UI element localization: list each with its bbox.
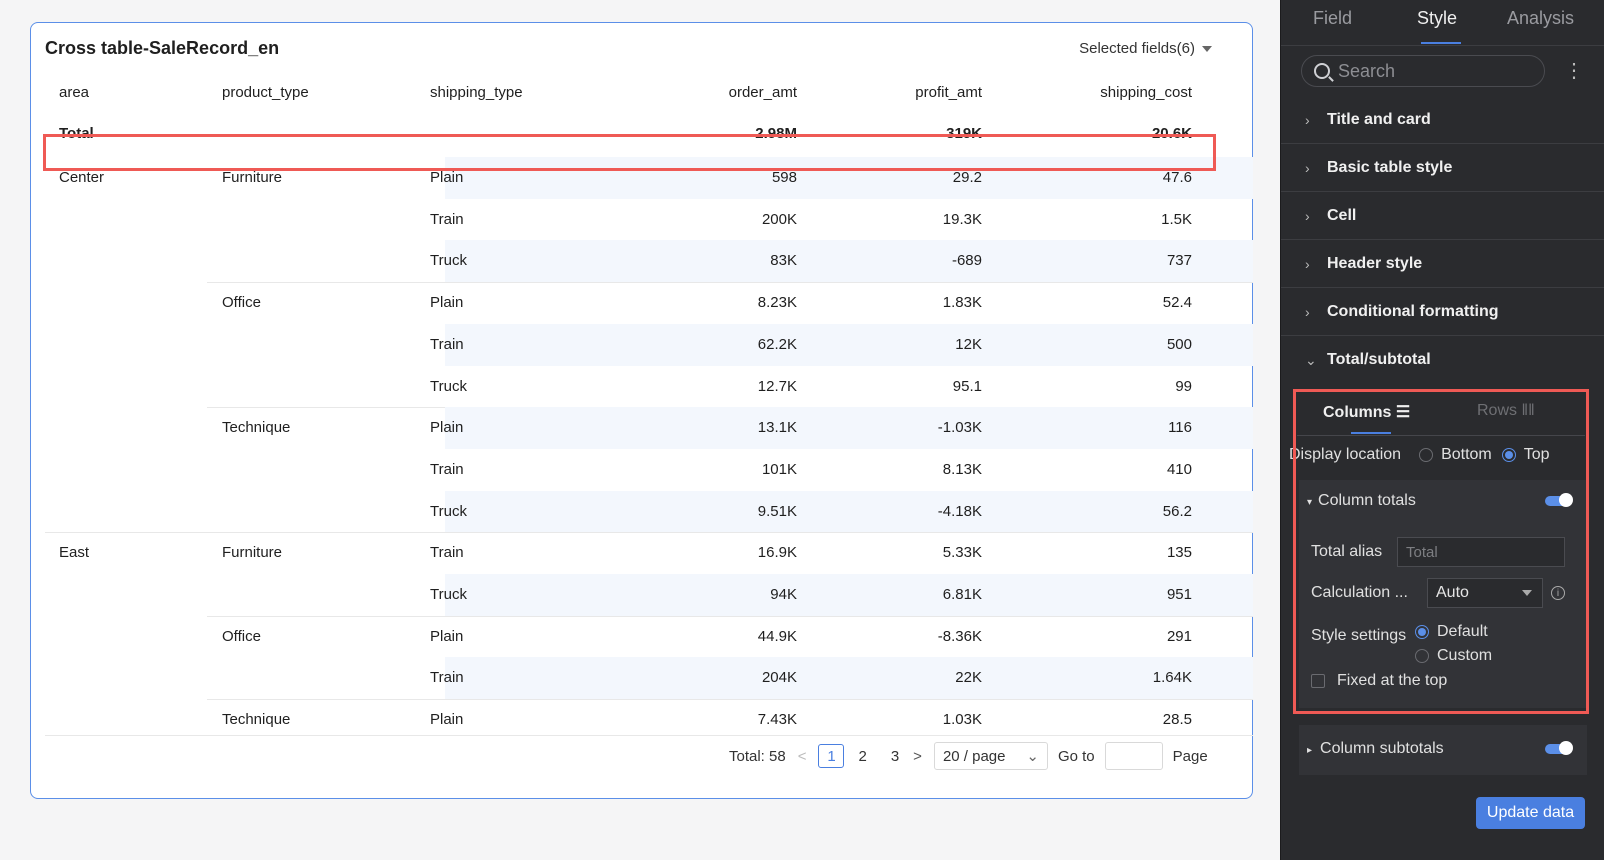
- cell-shipping-cost: 410: [1166, 460, 1192, 478]
- active-tab-indicator: [1421, 42, 1461, 44]
- cell-shipping-cost: 99: [1175, 377, 1192, 395]
- cell-shipping-type: Train: [430, 460, 464, 478]
- total-shipping-cost: 20.6K: [1151, 125, 1192, 142]
- cell-shipping-type: Plain: [430, 419, 464, 437]
- pagination: [729, 741, 1208, 771]
- column-subtotals-toggle[interactable]: [1545, 744, 1571, 754]
- cell-shipping-type: Plain: [430, 627, 464, 645]
- page-2[interactable]: 2: [858, 747, 867, 765]
- cell-order-amt: 83K: [770, 252, 797, 270]
- header-shipping-cost[interactable]: shipping_cost: [1100, 84, 1192, 101]
- total-label: Total: [59, 125, 94, 142]
- table-bottom-divider: [45, 735, 1253, 736]
- cell-order-amt: 598: [771, 169, 797, 186]
- radio-bottom-label: Bottom: [1441, 446, 1492, 463]
- cell-shipping-type: Plain: [430, 294, 464, 312]
- calculation-value: Auto: [1436, 584, 1469, 601]
- cell-profit-amt: -1.03K: [937, 419, 982, 437]
- caret-down-icon: ▾: [1307, 497, 1313, 508]
- caret-down-icon: [1202, 46, 1212, 52]
- cell-shipping-type: Train: [430, 210, 464, 228]
- cell-shipping-cost: 737: [1166, 252, 1192, 270]
- section-conditional-formatting[interactable]: [1281, 288, 1604, 336]
- cell-shipping-cost: 951: [1166, 586, 1192, 603]
- total-alias-placeholder: Total: [1406, 543, 1438, 561]
- tab-analysis[interactable]: Analysis: [1507, 8, 1575, 28]
- cell-order-amt: 12.7K: [757, 377, 797, 395]
- next-page-icon[interactable]: >: [913, 747, 922, 765]
- goto-label: Go to: [1057, 747, 1095, 765]
- section-label: Header style: [1327, 254, 1423, 272]
- cell-shipping-type: Truck: [430, 586, 467, 603]
- total-count: Total: 58: [729, 747, 786, 765]
- cell-product-type: Technique: [222, 711, 291, 729]
- page-3[interactable]: 3: [890, 747, 900, 765]
- header-profit-amt[interactable]: profit_amt: [915, 84, 982, 101]
- chevron-right-icon: ›: [1305, 255, 1310, 272]
- page-size-value: 20 / page: [942, 747, 1006, 765]
- cell-shipping-type: Plain: [430, 169, 464, 186]
- page-label: Page: [1172, 747, 1208, 765]
- cell-shipping-type: Truck: [430, 502, 467, 520]
- cell-profit-amt: -689: [951, 252, 982, 270]
- caret-right-icon: ▸: [1307, 745, 1313, 756]
- columns-icon: ☰: [1395, 404, 1411, 421]
- cell-shipping-type: Train: [430, 544, 464, 562]
- cell-shipping-cost: 28.5: [1162, 711, 1192, 729]
- cell-profit-amt: 12K: [955, 335, 982, 353]
- search-input[interactable]: [1301, 55, 1545, 87]
- cell-product-type: Furniture: [222, 169, 283, 186]
- chevron-right-icon: ›: [1305, 111, 1310, 128]
- section-total-subtotal[interactable]: [1281, 336, 1604, 384]
- display-location-label: Display location: [1289, 446, 1402, 463]
- section-header-style[interactable]: [1281, 240, 1604, 288]
- header-shipping-type[interactable]: shipping_type: [430, 84, 523, 101]
- total-order-amt: 2.98M: [755, 125, 797, 142]
- cell-order-amt: 9.51K: [757, 502, 797, 520]
- prev-page-icon[interactable]: <: [797, 747, 807, 765]
- cell-order-amt: 44.9K: [757, 627, 797, 645]
- radio-top-label: Top: [1523, 446, 1550, 463]
- header-product-type[interactable]: product_type: [222, 84, 309, 101]
- fixed-top-label: Fixed at the top: [1337, 672, 1448, 689]
- update-data-button[interactable]: Update data: [1476, 797, 1585, 829]
- cell-profit-amt: -8.36K: [937, 627, 982, 645]
- section-title-and-card[interactable]: [1281, 96, 1604, 144]
- cell-order-amt: 200K: [761, 210, 797, 228]
- cell-order-amt: 204K: [761, 669, 797, 687]
- header-area[interactable]: area: [59, 84, 90, 101]
- column-totals-label: Column totals: [1318, 492, 1416, 509]
- cell-order-amt: 13.1K: [757, 419, 797, 437]
- cell-profit-amt: 29.2: [952, 169, 982, 186]
- header-order-amt[interactable]: order_amt: [728, 84, 797, 101]
- cell-shipping-type: Train: [430, 669, 464, 687]
- page-1[interactable]: 1: [818, 744, 844, 768]
- cell-shipping-cost: 1.5K: [1161, 210, 1192, 228]
- section-cell[interactable]: [1281, 192, 1604, 240]
- cell-shipping-type: Truck: [430, 252, 467, 270]
- panel-tabs: [1281, 0, 1604, 46]
- selected-fields-label: Selected fields(6): [1079, 40, 1195, 57]
- cell-shipping-cost: 291: [1166, 627, 1192, 645]
- cell-profit-amt: 8.13K: [942, 460, 982, 478]
- cell-order-amt: 94K: [770, 586, 797, 603]
- cell-shipping-cost: 52.4: [1162, 294, 1192, 312]
- search-icon: [1314, 63, 1330, 79]
- cell-profit-amt: 19.3K: [942, 210, 982, 228]
- cell-shipping-cost: 1.64K: [1152, 669, 1192, 687]
- columns-settings-highlight: [1293, 389, 1589, 714]
- section-label: Cell: [1327, 206, 1357, 224]
- radio-custom-label: Custom: [1437, 647, 1493, 664]
- chevron-right-icon: ›: [1305, 159, 1310, 176]
- total-profit-amt: 319K: [946, 125, 982, 142]
- column-subtotals-label: Column subtotals: [1320, 740, 1444, 757]
- cell-order-amt: 7.43K: [757, 711, 797, 729]
- total-row-highlight: [43, 134, 1216, 171]
- section-label: Total/subtotal: [1327, 351, 1431, 368]
- cell-shipping-cost: 116: [1168, 419, 1192, 437]
- cell-shipping-type: Truck: [430, 377, 467, 395]
- cell-order-amt: 16.9K: [757, 544, 797, 562]
- goto-input[interactable]: [1105, 742, 1163, 770]
- total-alias-label: Total alias: [1311, 543, 1383, 560]
- calculation-label: Calculation ...: [1311, 584, 1408, 601]
- tab-columns-label: Columns: [1323, 404, 1392, 421]
- cell-area: Center: [59, 169, 105, 186]
- cell-shipping-cost: 47.6: [1162, 169, 1192, 186]
- more-icon[interactable]: ⋮: [1564, 60, 1584, 82]
- search-placeholder: Search: [1338, 60, 1396, 81]
- style-settings-label: Style settings: [1311, 627, 1407, 644]
- section-label: Basic table style: [1327, 158, 1453, 176]
- rows-icon: ‖‖: [1521, 402, 1535, 419]
- tab-field[interactable]: Field: [1313, 8, 1353, 28]
- cell-profit-amt: 5.33K: [942, 544, 982, 562]
- cell-profit-amt: 95.1: [952, 377, 982, 395]
- cell-profit-amt: 22K: [955, 669, 982, 687]
- tab-style[interactable]: Style: [1417, 8, 1458, 28]
- cell-shipping-type: Plain: [430, 711, 464, 729]
- cell-product-type: Office: [222, 294, 261, 312]
- card-title: Cross table-SaleRecord_en: [45, 38, 280, 58]
- tab-rows-label: Rows: [1477, 402, 1518, 419]
- chevron-down-icon: ⌄: [1026, 748, 1039, 765]
- section-label: Title and card: [1327, 110, 1431, 128]
- radio-default-label: Default: [1437, 623, 1488, 640]
- cell-product-type: Technique: [222, 419, 291, 437]
- cell-shipping-cost: 56.2: [1162, 502, 1192, 520]
- section-basic-table-style[interactable]: [1281, 144, 1604, 192]
- cell-product-type: Furniture: [222, 544, 283, 562]
- cell-order-amt: 101K: [761, 460, 797, 478]
- page-size-select[interactable]: [934, 742, 1048, 770]
- cell-profit-amt: 6.81K: [942, 586, 982, 603]
- cell-product-type: Office: [222, 627, 261, 645]
- chevron-down-icon: ⌄: [1305, 351, 1317, 368]
- cross-table-card: [30, 22, 1253, 799]
- cell-profit-amt: -4.18K: [937, 502, 982, 520]
- cell-order-amt: 62.2K: [757, 335, 797, 353]
- chevron-right-icon: ›: [1305, 207, 1310, 224]
- cell-shipping-cost: 135: [1166, 544, 1192, 562]
- cell-profit-amt: 1.83K: [942, 294, 982, 312]
- cell-order-amt: 8.23K: [757, 294, 797, 312]
- cell-shipping-type: Train: [430, 335, 464, 353]
- style-panel: [1280, 0, 1604, 860]
- info-icon[interactable]: i: [1551, 586, 1565, 600]
- cell-area: East: [59, 544, 90, 562]
- selected-fields-dropdown[interactable]: [1079, 40, 1212, 57]
- column-subtotals-row: [1299, 740, 1587, 758]
- chevron-right-icon: ›: [1305, 303, 1310, 320]
- cell-shipping-cost: 500: [1166, 335, 1192, 353]
- section-label: Conditional formatting: [1327, 302, 1499, 320]
- cell-profit-amt: 1.03K: [942, 711, 982, 729]
